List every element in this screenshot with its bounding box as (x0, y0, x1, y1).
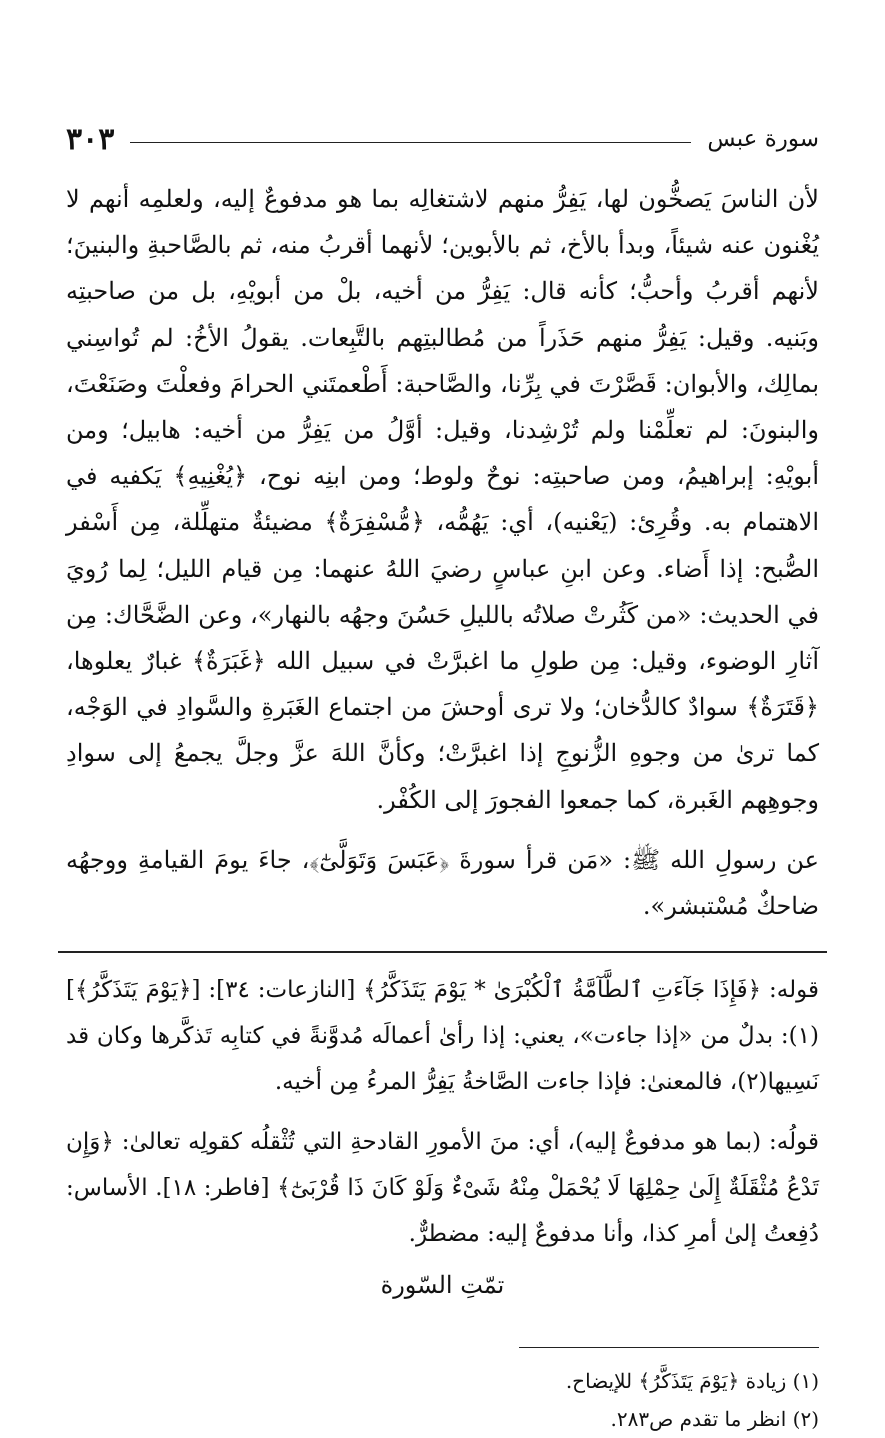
header-rule (130, 142, 691, 143)
notes-divider (58, 951, 827, 953)
footnote-2: (٢) انظر ما تقدم ص٢٨٣. (610, 1407, 819, 1432)
footnote-rule (519, 1347, 819, 1348)
note-paragraph-1: قوله: ﴿فَإِذَا جَآءَتِ ٱلطَّآمَّةُ ٱلْكُبْرَىٰ * يَوْمَ يَتَذَكَّرُ﴾ [النازعات: ٣٤]: [﴿يَوْمَ يَتَذَكَّرُ﴾](١): بدلٌ من «إذا جاءت»، يعني: إذا رأىٰ أعمالَه مُدوَّنةً في كتابِه تَذكَّرها وكان قد نَسِيها(٢)، فالمعنىٰ: فإذا جاءت الصَّاخةُ يَفِرُّ المرءُ مِن أخيه. (66, 977, 819, 1096)
note-paragraph-2: قولُه: (بما هو مدفوعٌ إليه)، أي: منَ الأمورِ القادحةِ التي تُثْقلُه كقولِه تعالىٰ: ﴿وَإِن تَدْعُ مُثْقَلَةٌ إِلَىٰ حِمْلِهَا لَا يُحْمَلْ مِنْهُ شَىْءٌ وَلَوْ كَانَ ذَا قُرْبَىٰٓ﴾ [فاطر: ١٨]. الأساس: دُفِعتُ إلىٰ أمرِ كذا، وأنا مدفوعٌ إليه: مضطرٌّ. (66, 1129, 819, 1248)
hadith-paragraph: عن رسولِ الله ﷺ: «مَن قرأ سورةَ ﴿عَبَسَ وَتَوَلَّىٰٓ﴾، جاءَ يومَ القيامةِ ووجهُه ضاحكٌ مُسْتبشر». (66, 845, 819, 921)
sura-title: سورة عبس (707, 126, 819, 152)
sura-closing: تمّتِ السّورة (380, 1271, 505, 1300)
main-paragraph: لأن الناسَ يَصخُّون لها، يَفِرُّ منهم لاشتغالِه بما هو مدفوعٌ إليه، ولعلمِه أنهم لا يُغْنون عنه شيئاً، وبدأ بالأخ، ثم بالأبوين؛ لأنهما أقربُ منه، ثم بالصَّاحبةِ والبنينَ؛ لأنهم أقربُ وأحبُّ؛ كأنه قال: يَفِرُّ من أخيه، بلْ من أبويْهِ، بل من صاحبتِه وبَنيه. وقيل: يَفِرُّ منهم حَذَراً من مُطالبتِهم بالتَّبِعات. يقولُ الأخُ: لم تُواسِني بمالِك، والأبوان: قَصَّرْتَ في بِرِّنا، والصَّاحبة: أَطْعمتَني الحرامَ وفعلْتَ وصَنَعْتَ، والبنونَ: لم تعلِّمْنا ولم تُرْشِدنا، وقيل: أوَّلُ من يَفِرُّ من أخيه: هابيل؛ ومن أبويْهِ: إبراهيمُ، ومن صاحبتِه: نوحٌ ولوط؛ ومن ابنِه نوح، ﴿يُغْنِيهِ﴾ يَكفيه في الاهتمام به. وقُرِئ: (يَعْنيه)، أي: يَهُمُّه، ﴿مُّسْفِرَةٌ﴾ مضيئةٌ متهلِّلة، مِن أَسْفر الصُّبح: إذا أَضاء. وعن ابنِ عباسٍ رضيَ اللهُ عنهما: مِن قيام الليل؛ لِما رُويَ في الحديث: «من كَثُرتْ صلاتُه بالليلِ حَسُنَ وجهُه بالنهار»، وعن الضَّحَّاك: مِن آثارِ الوضوء، وقيل: مِن طولِ ما اغبرَّتْ في سبيل الله ﴿غَبَرَةٌ﴾ غبارٌ يعلوها، ﴿قَتَرَةٌ﴾ سوادٌ كالدُّخان؛ ولا ترى أوحشَ من اجتماع الغَبَرةِ والسَّوادِ في الوَجْه، كما ترىٰ من وجوهِ الزُّنوجِ إذا اغبرَّتْ؛ وكأنَّ اللهَ عزَّ وجلَّ يجمعُ إلى سوادِ وجوهِهم الغَبرة، كما جمعوا الفجورَ إلى الكُفْر. (66, 185, 820, 814)
page-header (66, 112, 819, 166)
page-number: ٣٠٣ (66, 121, 115, 157)
footnote-1: (١) زيادة ﴿يَوْمَ يَتَذَكَّرُ﴾ للإيضاح. (565, 1369, 819, 1394)
